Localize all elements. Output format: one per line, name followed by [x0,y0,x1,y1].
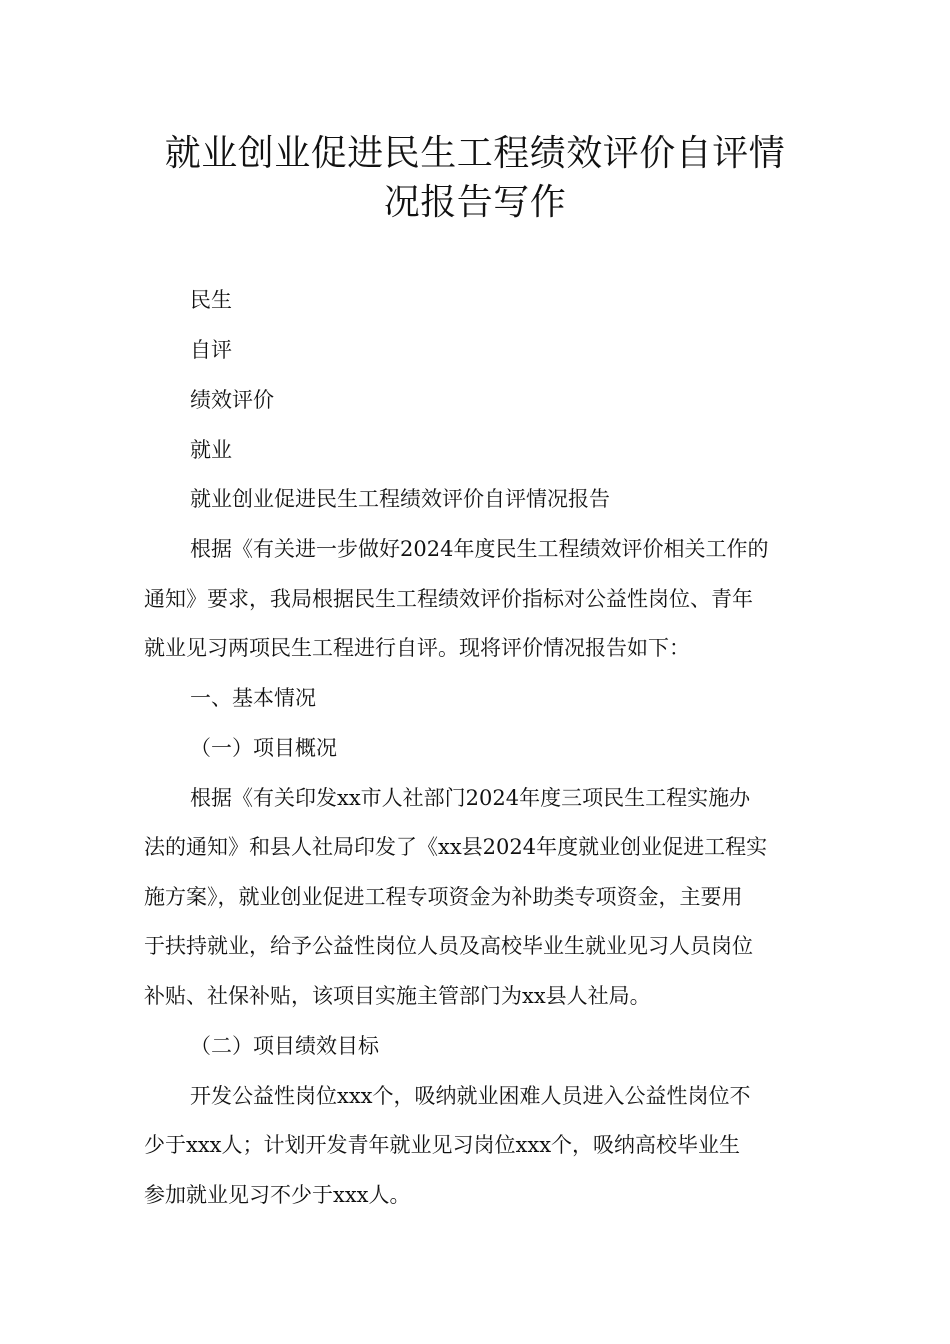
overview-line-3: 施方案》，就业创业促进工程专项资金为补助类专项资金，主要用 [144,885,743,909]
overview-line-5: 补贴、社保补贴，该项目实施主管部门为xx县人社局。 [144,984,651,1008]
keyword-minsheng: 民生 [190,288,232,312]
keyword-jiuye: 就业 [190,438,232,462]
document-title-line-2: 况报告写作 [383,182,567,223]
subsection-1-heading: （一）项目概况 [190,736,337,760]
intro-line-1: 根据《有关进一步做好2024年度民生工程绩效评价相关工作的 [190,537,769,561]
subsection-2-heading: （二）项目绩效目标 [190,1034,379,1058]
intro-line-3: 就业见习两项民生工程进行自评。现将评价情况报告如下： [144,636,690,660]
targets-line-1: 开发公益性岗位xxx个，吸纳就业困难人员进入公益性岗位不 [190,1084,751,1108]
keyword-jixiao-pingjia: 绩效评价 [190,388,274,412]
overview-line-2: 法的通知》和县人社局印发了《xx县2024年度就业创业促进工程实 [144,835,768,859]
report-title: 就业创业促进民生工程绩效评价自评情况报告 [190,487,610,511]
section-1-heading: 一、基本情况 [190,686,316,710]
intro-line-2: 通知》要求，我局根据民生工程绩效评价指标对公益性岗位、青年 [144,587,753,611]
keyword-ziping: 自评 [190,338,232,362]
overview-line-1: 根据《有关印发xx市人社部门2024年度三项民生工程实施办 [190,786,751,810]
targets-line-2: 少于xxx人；计划开发青年就业见习岗位xxx个，吸纳高校毕业生 [144,1133,741,1157]
targets-line-3: 参加就业见习不少于xxx人。 [144,1183,411,1207]
document-title-line-1: 就业创业促进民生工程绩效评价自评情 [164,133,786,174]
overview-line-4: 于扶持就业，给予公益性岗位人员及高校毕业生就业见习人员岗位 [144,934,753,958]
